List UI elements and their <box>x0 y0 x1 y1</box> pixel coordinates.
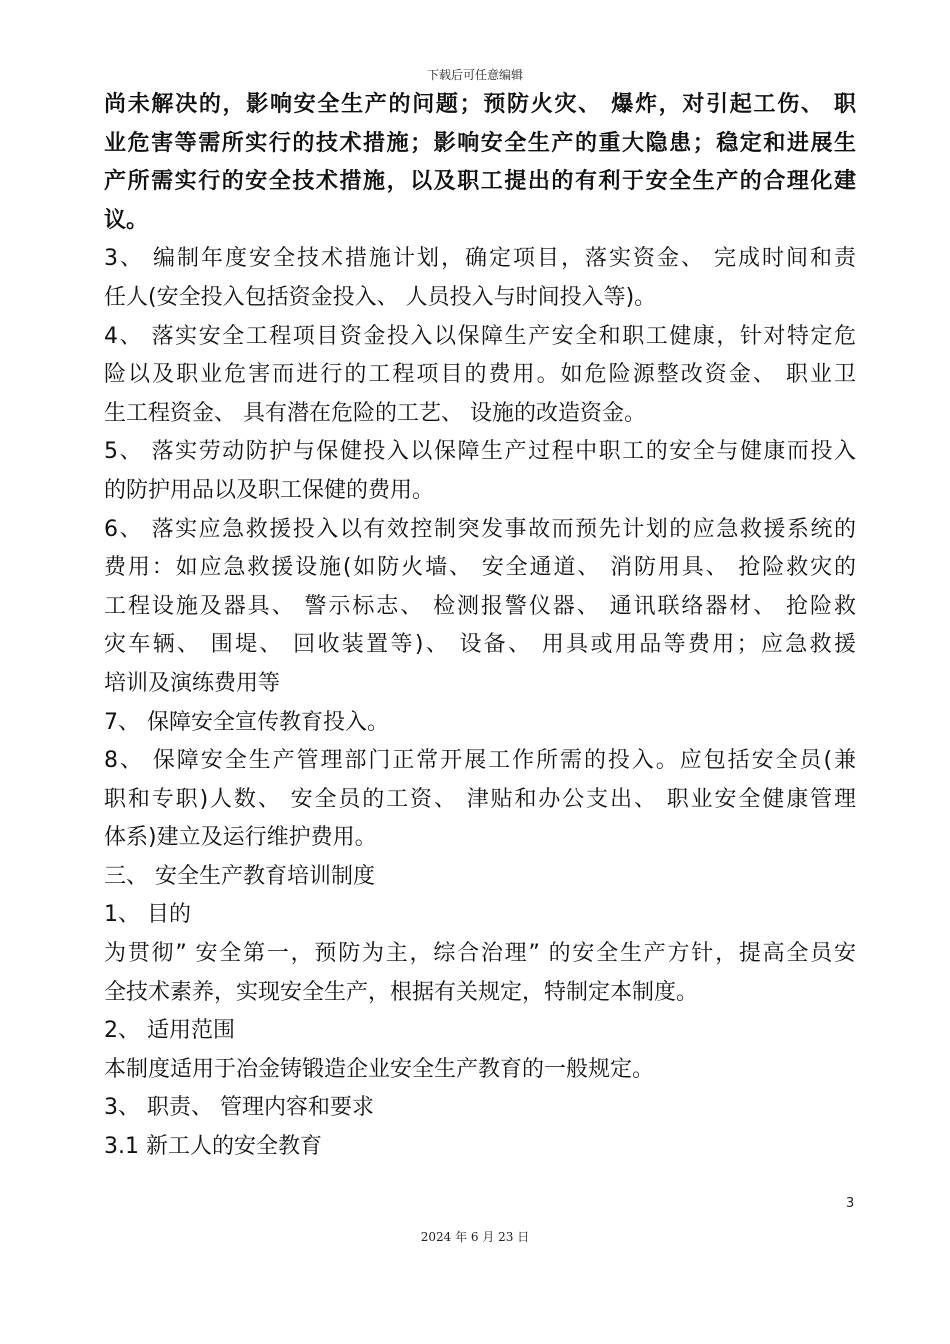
section-heading: 三、 安全生产教育培训制度 <box>104 863 375 889</box>
text-line: 生工程资金、 具有潜在危险的工艺、 设施的改造资金。 <box>104 400 646 426</box>
text-line: 尚未解决的，影响安全生产的问题；预防火灾、 爆炸，对引起工伤、 职 <box>104 92 856 117</box>
subsection-heading: 3.1 新工人的安全教育 <box>104 1134 322 1160</box>
text-line: 费用：如应急救援设施(如防火墙、 安全通道、 消防用具、 抢险救灾的 <box>104 555 856 581</box>
document-body <box>104 86 856 1167</box>
text-line: 6、 落实应急救援投入以有效控制突发事故而预先计划的应急救援系统的 <box>104 516 856 542</box>
page-number: 3 <box>846 1196 855 1211</box>
text-line: 4、 落实安全工程项目资金投入以保障生产安全和职工健康，针对特定危 <box>104 323 856 349</box>
text-line: 灾车辆、 围堤、 回收装置等)、 设备、 用具或用品等费用；应急救援 <box>104 632 856 658</box>
subsection-heading: 1、 目的 <box>104 902 191 928</box>
text-line: 险以及职业危害而进行的工程项目的费用。如危险源整改资金、 职业卫 <box>104 362 856 388</box>
text-line: 3、 编制年度安全技术措施计划，确定项目，落实资金、 完成时间和责 <box>104 246 856 272</box>
text-line: 体系)建立及运行维护费用。 <box>104 825 377 851</box>
text-line: 7、 保障安全宣传教育投入。 <box>104 709 389 735</box>
subsection-heading: 2、 适用范围 <box>104 1018 235 1044</box>
text-line: 的防护用品以及职工保健的费用。 <box>104 477 435 503</box>
text-line: 职和专职)人数、 安全员的工资、 津贴和办公支出、 职业安全健康管理 <box>104 786 856 812</box>
text-line: 全技术素养，实现安全生产，根据有关规定，特制定本制度。 <box>104 979 699 1005</box>
text-line: 工程设施及器具、 警示标志、 检测报警仪器、 通讯联络器材、 抢险救 <box>104 593 856 619</box>
text-line: 业危害等需所实行的技术措施；影响安全生产的重大隐患；稳定和进展生 <box>104 130 856 156</box>
subsection-heading: 3、 职责、 管理内容和要求 <box>104 1095 374 1121</box>
page-header: 下载后可任意编辑 <box>426 68 523 82</box>
page-footer-date: 2024 年 6 月 23 日 <box>420 1230 530 1244</box>
text-line: 议。 <box>104 207 149 233</box>
text-line: 培训及演练费用等 <box>104 670 281 696</box>
text-line: 本制度适用于冶金铸锻造企业安全生产教育的一般规定。 <box>104 1056 655 1082</box>
text-line: 为贯彻” 安全第一，预防为主，综合治理” 的安全生产方针，提高全员安 <box>104 941 856 967</box>
text-line: 任人(安全投入包括资金投入、 人员投入与时间投入等)。 <box>104 284 657 310</box>
text-line: 8、 保障安全生产管理部门正常开展工作所需的投入。应包括安全员(兼 <box>104 748 856 774</box>
text-line: 产所需实行的安全技术措施，以及职工提出的有利于安全生产的合理化建 <box>104 169 856 195</box>
text-line: 5、 落实劳动防护与保健投入以保障生产过程中职工的安全与健康而投入 <box>104 439 856 465</box>
